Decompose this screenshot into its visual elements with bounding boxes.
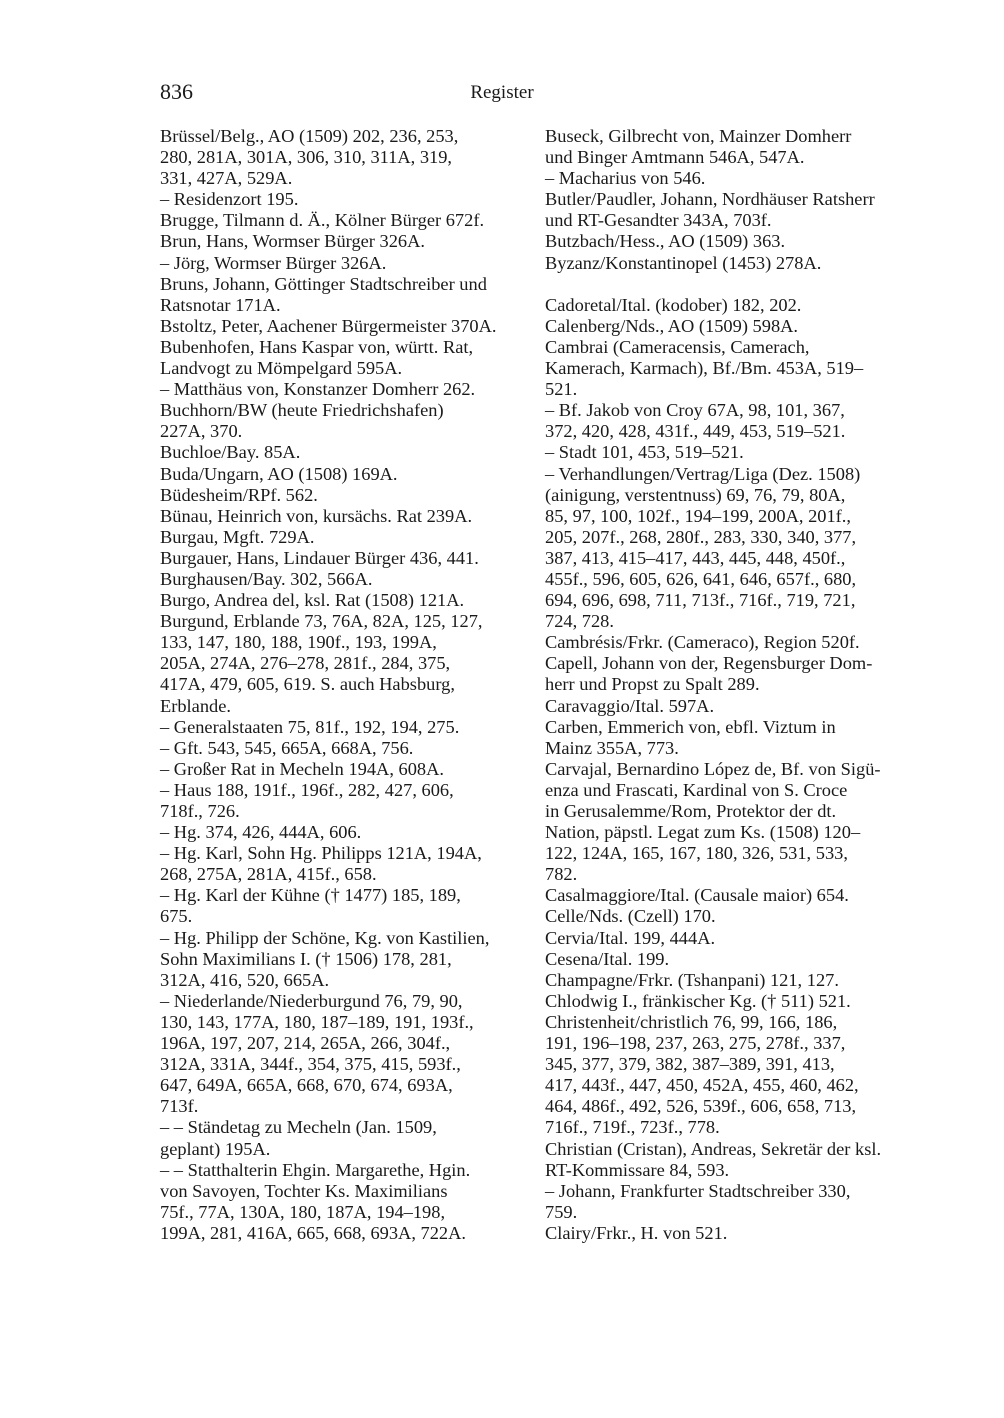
index-entry-line: Burgau, Mgft. 729A.	[160, 526, 315, 547]
index-entry-line: Calenberg/Nds., AO (1509) 598A.	[545, 315, 799, 336]
index-entry-line: 227A, 370.	[160, 421, 243, 442]
index-entry-line: Byzanz/Konstantinopel (1453) 278A.	[545, 252, 822, 273]
index-entry	[160, 316, 530, 337]
index-entry-line: Cadoretal/Ital. (kodober) 182, 202.	[545, 294, 802, 315]
index-entry	[545, 970, 925, 991]
index-column-left	[160, 126, 530, 1244]
index-entry-line: Büdesheim/RPf. 562.	[160, 484, 318, 505]
index-entry	[545, 400, 925, 442]
index-entry	[160, 928, 530, 991]
index-entry	[160, 822, 530, 843]
index-entry	[160, 991, 530, 1118]
index-entry-line: (ainigung, verstentnuss) 69, 76, 79, 80A,	[545, 484, 846, 505]
index-entry-line: – – Statthalterin Ehgin. Margarethe, Hgin.	[160, 1159, 471, 1180]
index-entry	[545, 949, 925, 970]
index-entry-line: Buchloe/Bay. 85A.	[160, 442, 301, 463]
index-entry	[160, 590, 530, 611]
index-entry-line: 133, 147, 180, 188, 190f., 193, 199A,	[160, 632, 437, 653]
index-entry	[545, 253, 925, 274]
index-entry	[160, 759, 530, 780]
index-entry-line: – Hg. 374, 426, 444A, 606.	[160, 822, 362, 843]
index-entry-line: 372, 420, 428, 431f., 449, 453, 519–521.	[545, 421, 846, 442]
index-entry-line: 331, 427A, 529A.	[160, 168, 293, 189]
index-entry-line: – Stadt 101, 453, 519–521.	[545, 442, 744, 463]
index-entry	[160, 464, 530, 485]
index-entry	[160, 780, 530, 822]
index-entry-line: Brüssel/Belg., AO (1509) 202, 236, 253,	[160, 126, 459, 146]
index-entry-line: – Hg. Karl der Kühne († 1477) 185, 189,	[160, 885, 461, 906]
index-entry	[160, 717, 530, 738]
index-entry-line: Bünau, Heinrich von, kursächs. Rat 239A.	[160, 505, 473, 526]
index-entry-line: 280, 281A, 301A, 306, 310, 311A, 319,	[160, 147, 453, 168]
index-entry-line: Burgauer, Hans, Lindauer Bürger 436, 441.	[160, 547, 479, 568]
index-entry-line: – Hg. Philipp der Schöne, Kg. von Kastilien,	[160, 927, 490, 948]
index-entry	[545, 759, 925, 886]
index-entry-line: – Macharius von 546.	[545, 168, 706, 189]
index-entry-line: 85, 97, 100, 102f., 194–199, 200A, 201f.,	[545, 505, 851, 526]
index-entry	[160, 506, 530, 527]
index-entry-line: 464, 486f., 492, 526, 539f., 606, 658, 713,	[545, 1096, 857, 1117]
index-entry	[545, 337, 925, 400]
index-entry-line: Celle/Nds. (Czell) 170.	[545, 906, 716, 927]
index-entry-line: 312A, 331A, 344f., 354, 375, 415, 593f.,	[160, 1054, 461, 1075]
running-head: Register	[470, 82, 534, 103]
index-entry-line: Casalmaggiore/Ital. (Causale maior) 654.	[545, 885, 849, 906]
index-entry-line: 205, 207f., 268, 280f., 283, 330, 340, 377,	[545, 526, 857, 547]
index-entry	[545, 295, 925, 316]
index-entry-line: – Verhandlungen/Vertrag/Liga (Dez. 1508)	[545, 463, 861, 484]
index-entry	[545, 231, 925, 252]
index-entry-line: – Residenzort 195.	[160, 189, 299, 210]
index-entry-line: Sohn Maximilians I. († 1506) 178, 281,	[160, 948, 452, 969]
index-entry-line: 417A, 479, 605, 619. S. auch Habsburg,	[160, 674, 455, 695]
index-entry-line: 521.	[545, 379, 578, 400]
index-entry-line: Caravaggio/Ital. 597A.	[545, 695, 715, 716]
index-entry-line: in Gerusalemme/Rom, Protektor der dt.	[545, 801, 837, 821]
index-entry	[545, 1223, 925, 1244]
index-entry	[160, 379, 530, 400]
index-entry-line: – – Ständetag zu Mecheln (Jan. 1509,	[160, 1117, 437, 1138]
index-entry	[545, 1181, 925, 1223]
index-entry	[160, 885, 530, 927]
index-entry-line: Brugge, Tilmann d. Ä., Kölner Bürger 672f.	[160, 210, 485, 231]
index-entry	[545, 1139, 925, 1181]
index-entry	[160, 210, 530, 231]
index-entry-line: – Haus 188, 191f., 196f., 282, 427, 606,	[160, 779, 454, 800]
index-entry-line: 345, 377, 379, 382, 387–389, 391, 413,	[545, 1054, 835, 1075]
index-entry-line: Erblande.	[160, 695, 231, 716]
index-entry-line: Clairy/Frkr., H. von 521.	[545, 1222, 728, 1243]
index-entry-line: 759.	[545, 1201, 578, 1222]
index-entry	[545, 126, 925, 168]
index-entry-line: 75f., 77A, 130A, 180, 187A, 194–198,	[160, 1201, 446, 1222]
index-entry	[160, 274, 530, 316]
index-entry	[160, 337, 530, 379]
index-entry-line: Bruns, Johann, Göttinger Stadtschreiber und	[160, 273, 487, 294]
index-entry-line: 268, 275A, 281A, 415f., 658.	[160, 864, 377, 885]
index-entry-line: – Gft. 543, 545, 665A, 668A, 756.	[160, 737, 414, 758]
index-entry-line: Capell, Johann von der, Regensburger Dom-	[545, 653, 873, 674]
index-entry-line: Bubenhofen, Hans Kaspar von, württ. Rat,	[160, 336, 474, 357]
index-entry	[545, 632, 925, 653]
index-entry-line: von Savoyen, Tochter Ks. Maximilians	[160, 1180, 448, 1201]
index-entry-line: Buseck, Gilbrecht von, Mainzer Domherr	[545, 126, 852, 146]
index-entry-line: Burgo, Andrea del, ksl. Rat (1508) 121A.	[160, 590, 465, 611]
index-entry-line: und Binger Amtmann 546A, 547A.	[545, 147, 805, 168]
index-entry-line: – Johann, Frankfurter Stadtschreiber 330,	[545, 1180, 851, 1201]
index-entry	[160, 442, 530, 463]
index-entry	[160, 485, 530, 506]
index-entry-line: 191, 196–198, 237, 263, 275, 278f., 337,	[545, 1033, 846, 1054]
index-entry-line: Chlodwig I., fränkischer Kg. († 511) 521.	[545, 990, 851, 1011]
index-entry-line: Buchhorn/BW (heute Friedrichshafen)	[160, 400, 444, 421]
index-entry-line: 716f., 719f., 723f., 778.	[545, 1117, 720, 1138]
index-entry-line: 130, 143, 177A, 180, 187–189, 191, 193f.,	[160, 1011, 474, 1032]
section-gap	[545, 274, 925, 295]
index-entry-line: enza und Frascati, Kardinal von S. Croce	[545, 779, 848, 800]
index-entry-line: 387, 413, 415–417, 443, 445, 448, 450f.,	[545, 547, 846, 568]
index-entry-line: Landvogt zu Mömpelgard 595A.	[160, 358, 403, 379]
index-entry-line: – Hg. Karl, Sohn Hg. Philipps 121A, 194A,	[160, 843, 482, 864]
index-entry	[545, 991, 925, 1012]
index-entry-line: 647, 649A, 665A, 668, 670, 674, 693A,	[160, 1075, 453, 1096]
index-entry-line: Kamerach, Karmach), Bf./Bm. 453A, 519–	[545, 358, 864, 379]
index-entry-line: Mainz 355A, 773.	[545, 737, 679, 758]
index-entry	[160, 189, 530, 210]
index-entry	[160, 1117, 530, 1159]
index-entry-line: – Generalstaaten 75, 81f., 192, 194, 275.	[160, 716, 460, 737]
index-entry	[545, 442, 925, 463]
index-entry-line: Champagne/Frkr. (Tshanpani) 121, 127.	[545, 969, 839, 990]
index-entry	[160, 569, 530, 590]
index-entry-line: – Bf. Jakob von Croy 67A, 98, 101, 367,	[545, 400, 845, 421]
index-entry-line: Cesena/Ital. 199.	[545, 948, 670, 969]
index-entry-line: 122, 124A, 165, 167, 180, 326, 531, 533,	[545, 843, 848, 864]
index-entry-line: 782.	[545, 864, 578, 885]
index-entry	[545, 189, 925, 231]
index-entry	[160, 611, 530, 716]
index-entry	[545, 464, 925, 633]
index-entry	[545, 906, 925, 927]
index-entry	[545, 717, 925, 759]
index-entry	[545, 696, 925, 717]
index-entry-line: Christenheit/christlich 76, 99, 166, 186,	[545, 1011, 838, 1032]
index-entry-line: Buda/Ungarn, AO (1508) 169A.	[160, 463, 398, 484]
index-entry	[160, 253, 530, 274]
index-entry-line: 724, 728.	[545, 611, 614, 632]
index-entry-line: Nation, päpstl. Legat zum Ks. (1508) 120–	[545, 822, 861, 843]
index-entry-line: Bstoltz, Peter, Aachener Bürgermeister 370A.	[160, 315, 497, 336]
index-entry-line: 713f.	[160, 1096, 199, 1117]
index-entry-line: – Niederlande/Niederburgund 76, 79, 90,	[160, 990, 463, 1011]
page-number: 836	[160, 79, 193, 104]
index-entry	[160, 527, 530, 548]
index-entry-line: 675.	[160, 906, 193, 927]
index-entry-line: 312A, 416, 520, 665A.	[160, 969, 330, 990]
index-entry-line: Ratsnotar 171A.	[160, 294, 281, 315]
index-entry	[545, 168, 925, 189]
index-entry-line: Carvajal, Bernardino López de, Bf. von Sigü-	[545, 758, 881, 779]
index-entry	[160, 1160, 530, 1244]
index-entry-line: 718f., 726.	[160, 801, 240, 821]
index-entry-line: RT-Kommissare 84, 593.	[545, 1159, 730, 1180]
index-entry-line: Butzbach/Hess., AO (1509) 363.	[545, 231, 786, 252]
index-entry-line: Butler/Paudler, Johann, Nordhäuser Ratsherr	[545, 189, 875, 210]
index-entry-line: und RT-Gesandter 343A, 703f.	[545, 210, 772, 231]
index-entry-line: Cambrai (Cameracensis, Camerach,	[545, 336, 810, 357]
index-entry	[545, 928, 925, 949]
index-entry	[545, 653, 925, 695]
index-entry-line: geplant) 195A.	[160, 1138, 271, 1159]
index-entry-line: Burgund, Erblande 73, 76A, 82A, 125, 127,	[160, 611, 483, 632]
index-entry-line: Carben, Emmerich von, ebfl. Viztum in	[545, 716, 836, 737]
index-entry	[545, 885, 925, 906]
index-entry-line: 455f., 596, 605, 626, 641, 646, 657f., 680,	[545, 568, 857, 589]
index-entry-line: 196A, 197, 207, 214, 265A, 266, 304f.,	[160, 1033, 451, 1054]
index-entry	[160, 126, 530, 189]
index-column-right	[545, 126, 925, 1244]
index-entry	[160, 843, 530, 885]
index-entry-line: Brun, Hans, Wormser Bürger 326A.	[160, 231, 425, 252]
index-entry	[160, 231, 530, 252]
index-entry-line: Christian (Cristan), Andreas, Sekretär der ksl.	[545, 1138, 882, 1159]
index-entry-line: – Jörg, Wormser Bürger 326A.	[160, 252, 387, 273]
index-entry-line: Burghausen/Bay. 302, 566A.	[160, 568, 373, 589]
index-entry-line: – Matthäus von, Konstanzer Domherr 262.	[160, 379, 476, 400]
index-entry-line: herr und Propst zu Spalt 289.	[545, 674, 760, 695]
index-entry-line: 199A, 281, 416A, 665, 668, 693A, 722A.	[160, 1222, 466, 1243]
index-entry-line: Cambrésis/Frkr. (Cameraco), Region 520f.	[545, 632, 860, 653]
index-entry	[160, 548, 530, 569]
index-entry-line: 205A, 274A, 276–278, 281f., 284, 375,	[160, 653, 451, 674]
index-entry	[545, 316, 925, 337]
index-entry-line: 694, 696, 698, 711, 713f., 716f., 719, 721,	[545, 590, 856, 611]
index-entry-line: – Großer Rat in Mecheln 194A, 608A.	[160, 758, 444, 779]
index-entry-line: 417, 443f., 447, 450, 452A, 455, 460, 462,	[545, 1075, 859, 1096]
index-entry-line: Cervia/Ital. 199, 444A.	[545, 927, 716, 948]
index-entry	[545, 1012, 925, 1139]
index-entry	[160, 738, 530, 759]
index-entry	[160, 400, 530, 442]
